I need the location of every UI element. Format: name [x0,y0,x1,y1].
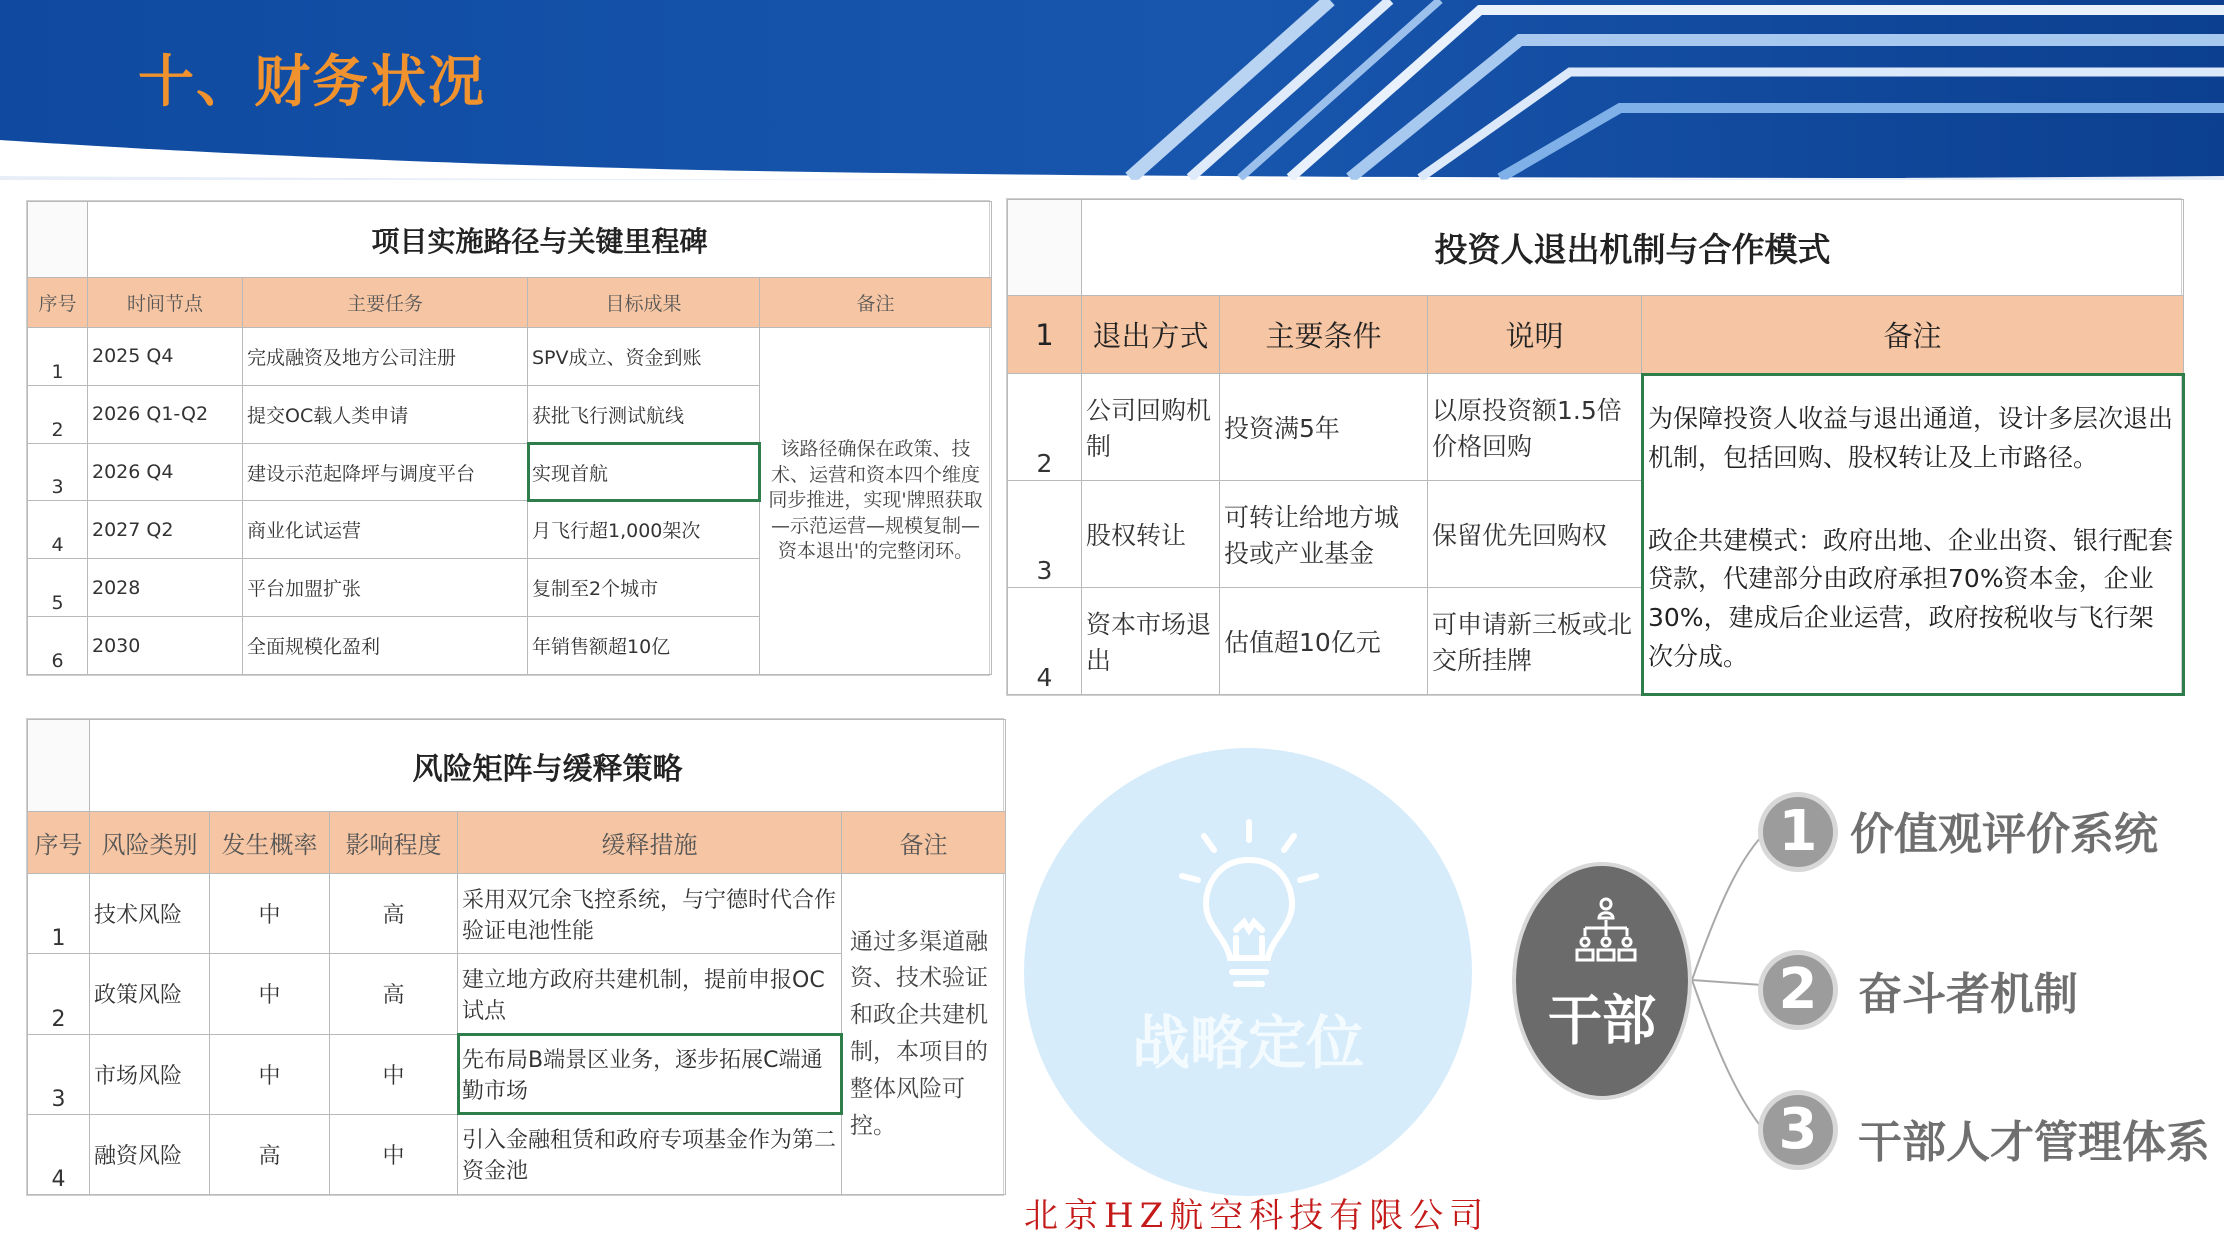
impact-cell: 中 [330,1034,458,1114]
row-number: 4 [1008,587,1082,694]
exit-remark-selected[interactable] [1642,374,2184,695]
header-cell: 退出方式 [1082,296,1220,374]
row-number: 2 [28,385,88,443]
row-number: 2 [28,954,90,1034]
lightbulb-icon [1174,818,1324,1018]
description-cell: 以原投资额1.5倍价格回购 [1428,374,1642,481]
impact-cell: 中 [330,1114,458,1194]
org-chart-icon [1571,896,1641,966]
row-number: 2 [1008,374,1082,481]
condition-cell: 估值超10亿元 [1220,587,1428,694]
header-cell: 主要条件 [1220,296,1428,374]
result-cell: 月飞行超1,000架次 [528,501,760,559]
exit-remark-1: 为保障投资人收益与退出通道，设计多层次退出机制，包括回购、股权转让及上市路径。 [1648,404,2174,472]
header-cell: 备注 [760,278,992,328]
list-item [1758,950,2224,1050]
milestones-table [26,200,990,676]
description-cell: 可申请新三板或北交所挂牌 [1428,587,1642,694]
measure-cell-selected[interactable]: 先布局B端景区业务，逐步拓展C端通勤市场 [458,1034,842,1114]
method-cell: 股权转让 [1082,480,1220,587]
header-cell: 时间节点 [88,278,243,328]
header-cell: 序号 [28,812,90,874]
measure-cell: 引入金融租赁和政府专项基金作为第二资金池 [458,1114,842,1194]
table-row [1008,374,2184,481]
task-cell: 提交OC载人类申请 [243,385,528,443]
measure-cell: 采用双冗余飞控系统，与宁德时代合作验证电池性能 [458,874,842,954]
company-name: 北京HZ航空科技有限公司 [1024,1196,1490,1236]
row-number: 3 [28,1034,90,1114]
row-number: 4 [28,1114,90,1194]
task-cell: 全面规模化盈利 [243,617,528,675]
risk-title: 风险矩阵与缓释策略 [90,720,1006,812]
probability-cell: 中 [210,874,330,954]
corner-cell [1008,200,1082,296]
result-cell: 获批飞行测试航线 [528,385,760,443]
header-cell: 影响程度 [330,812,458,874]
task-cell: 平台加盟扩张 [243,559,528,617]
exit-remark-2: 政企共建模式：政府出地、企业出资、银行配套贷款，代建部分由政府承担70%资本金，企业30%，建成后企业运营，政府按税收与飞行架次分成。 [1648,525,2174,671]
condition-cell: 可转让给地方城投或产业基金 [1220,480,1428,587]
category-cell: 政策风险 [90,954,210,1034]
header-cell: 发生概率 [210,812,330,874]
time-cell: 2026 Q4 [88,443,243,501]
header-cell: 备注 [1642,296,2184,374]
method-cell: 公司回购机制 [1082,374,1220,481]
result-cell-selected[interactable]: 实现首航 [528,443,760,501]
impact-cell: 高 [330,874,458,954]
probability-cell: 高 [210,1114,330,1194]
item-label: 价值观评价系统 [1850,809,2158,860]
row-number: 5 [28,559,88,617]
corner-cell [28,202,88,278]
probability-cell: 中 [210,1034,330,1114]
time-cell: 2030 [88,617,243,675]
milestones-note: 该路径确保在政策、技术、运营和资本四个维度同步推进，实现'牌照获取—示范运营—规模复制—资本退出'的完整闭环。 [760,328,992,675]
row-number: 6 [28,617,88,675]
cadre-label: 干部 [1548,989,1656,1052]
header-cell: 说明 [1428,296,1642,374]
table-row [28,874,1006,954]
item-label: 干部人才管理体系 [1858,1117,2210,1168]
task-cell: 完成融资及地方公司注册 [243,328,528,386]
milestones-title: 项目实施路径与关键里程碑 [88,202,992,278]
item-label: 奋斗者机制 [1858,969,2078,1020]
row-number: 4 [28,501,88,559]
header-cell: 序号 [28,278,88,328]
row-number: 3 [1008,480,1082,587]
number-badge: 1 [1758,792,1838,872]
row-number: 1 [28,328,88,386]
header-cell: 目标成果 [528,278,760,328]
description-cell: 保留优先回购权 [1428,480,1642,587]
method-cell: 资本市场退出 [1082,587,1220,694]
list-item [1758,792,2224,892]
header-cell: 缓释措施 [458,812,842,874]
risk-matrix-table [26,718,1004,1196]
corner-cell [28,720,90,812]
result-cell: 复制至2个城市 [528,559,760,617]
task-cell: 建设示范起降坪与调度平台 [243,443,528,501]
condition-cell: 投资满5年 [1220,374,1428,481]
row-number: 3 [28,443,88,501]
strategy-label: 战略定位 [1131,1009,1364,1077]
table-row [28,328,992,386]
result-cell: 年销售额超10亿 [528,617,760,675]
header-cell: 主要任务 [243,278,528,328]
probability-cell: 中 [210,954,330,1034]
category-cell: 融资风险 [90,1114,210,1194]
header-number: 1 [1008,296,1082,374]
strategy-circle [1024,748,1472,1196]
time-cell: 2027 Q2 [88,501,243,559]
row-number: 1 [28,874,90,954]
risk-note: 通过多渠道融资、技术验证和政企共建机制，本项目的整体风险可控。 [842,874,1006,1195]
time-cell: 2028 [88,559,243,617]
page-title: 十、财务状况 [138,50,486,115]
number-badge: 3 [1758,1090,1838,1170]
header-cell: 风险类别 [90,812,210,874]
exit-mechanism-table [1006,198,2182,696]
impact-cell: 高 [330,954,458,1034]
result-cell: SPV成立、资金到账 [528,328,760,386]
exit-title: 投资人退出机制与合作模式 [1082,200,2184,296]
measure-cell: 建立地方政府共建机制，提前申报OC试点 [458,954,842,1034]
header-cell: 备注 [842,812,1006,874]
task-cell: 商业化试运营 [243,501,528,559]
list-item [1758,1090,2224,1190]
time-cell: 2025 Q4 [88,328,243,386]
cadre-circle [1512,862,1692,1100]
category-cell: 市场风险 [90,1034,210,1114]
time-cell: 2026 Q1-Q2 [88,385,243,443]
number-badge: 2 [1758,950,1838,1030]
category-cell: 技术风险 [90,874,210,954]
